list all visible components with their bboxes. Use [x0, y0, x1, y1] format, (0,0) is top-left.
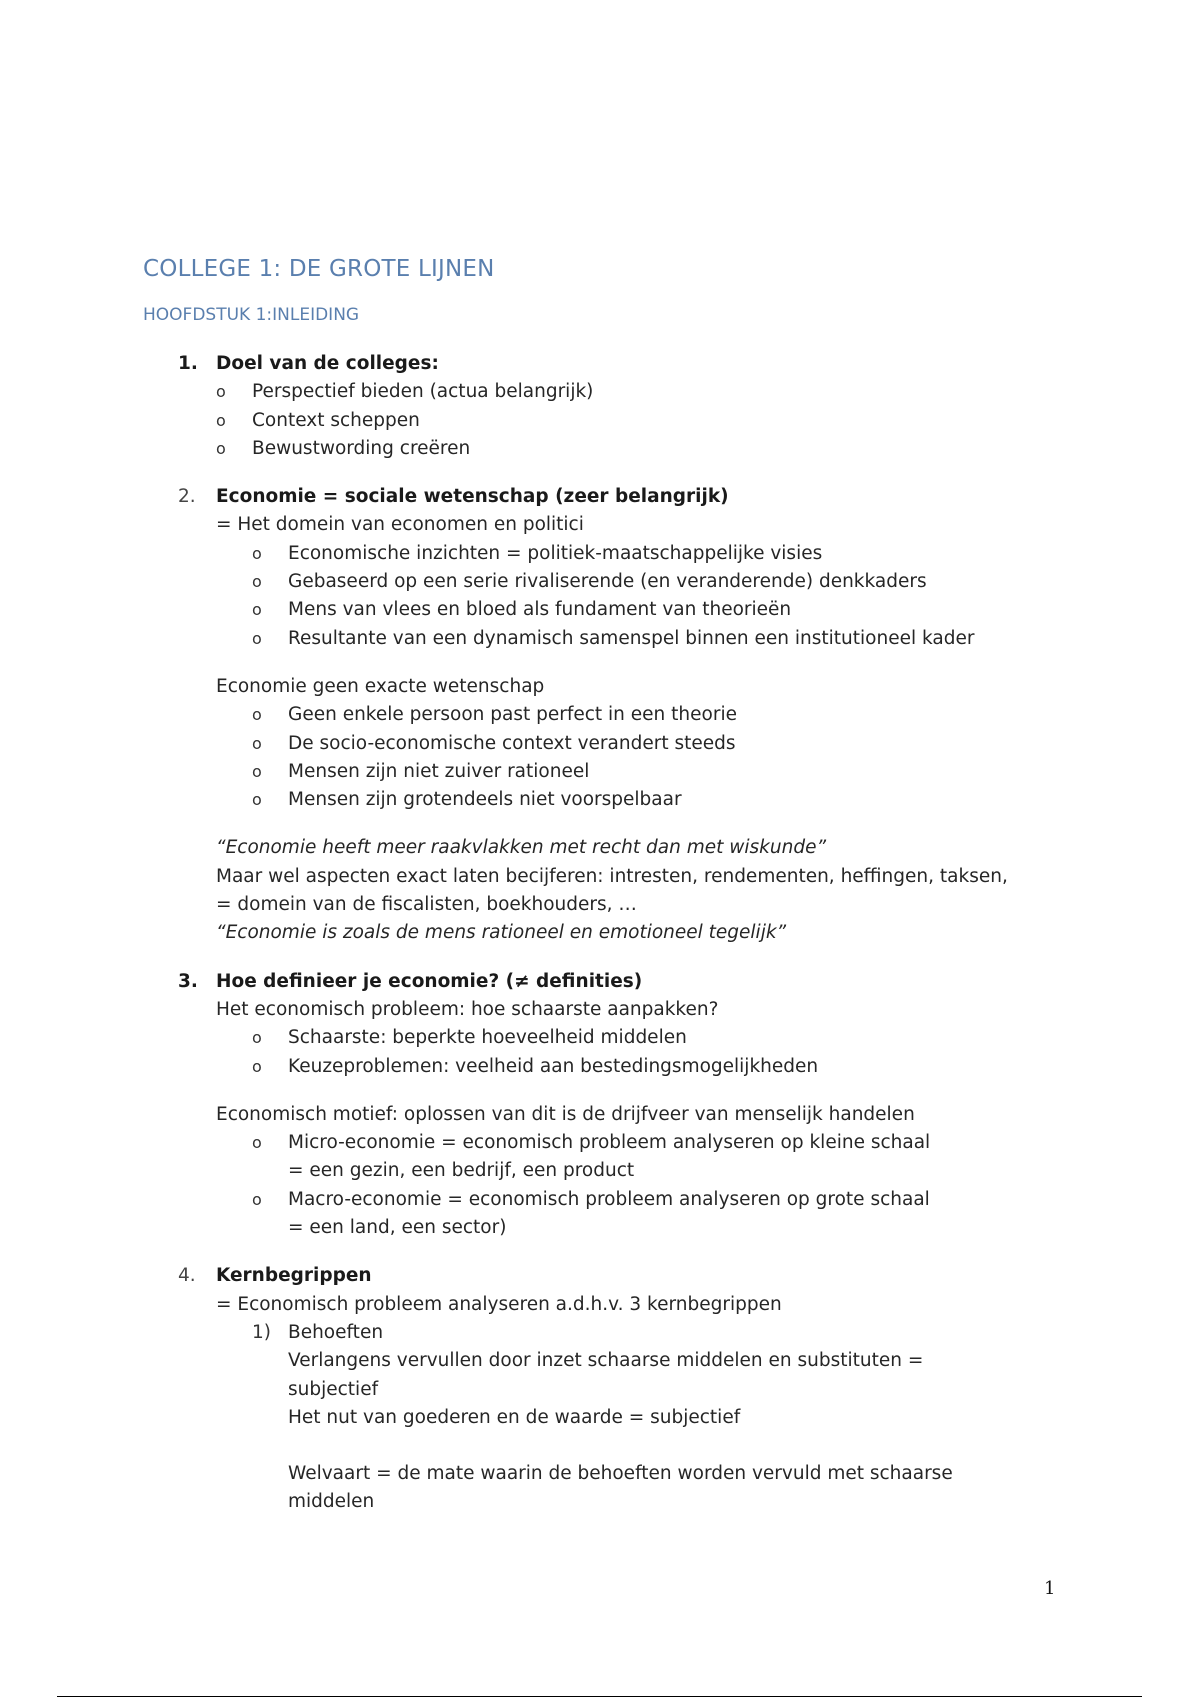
list-item-text: Context scheppen	[252, 409, 420, 431]
spacer	[0, 1081, 1200, 1101]
section-3-title: Hoe definieer je economie? (≠ definities)	[216, 970, 643, 992]
bullet-marker: o	[252, 733, 262, 753]
section-2	[0, 483, 1200, 947]
list-item-text: Welvaart = de mate waarin de behoeften worden vervuld met schaarse	[288, 1463, 953, 1485]
list-item	[0, 407, 1200, 435]
section-3-number: 3.	[178, 970, 198, 992]
list-item	[0, 1024, 1200, 1052]
list-item-text: = een gezin, een bedrijf, een product	[288, 1160, 635, 1182]
list-item	[0, 786, 1200, 814]
list-item	[0, 596, 1200, 624]
section-1-number: 1.	[178, 353, 198, 374]
section-4-number: 4.	[178, 1265, 196, 1287]
list-item-text: Gebaseerd op een serie rivaliserende (en veranderende) denkkaders	[288, 571, 927, 593]
paragraph-line: = domein van de fiscalisten, boekhouders, …	[216, 894, 637, 916]
bullet-marker: o	[252, 705, 262, 725]
section-1-title: Doel van de colleges:	[216, 353, 439, 374]
section-3-intro-2: Economisch motief: oplossen van dit is de drijfveer van menselijk handelen	[216, 1103, 915, 1125]
section-2-intro: = Het domein van economen en politici	[216, 514, 584, 536]
section-2-bullets	[0, 540, 1200, 653]
spacer	[288, 1432, 1200, 1460]
page-title: COLLEGE 1: DE GROTE LIJNEN	[143, 256, 495, 282]
list-item	[0, 540, 1200, 568]
list-item-text: Mensen zijn niet zuiver rationeel	[288, 760, 590, 782]
list-item-text: Mensen zijn grotendeels niet voorspelbaar	[288, 789, 682, 811]
list-item	[0, 1319, 1200, 1517]
section-4	[0, 1262, 1200, 1516]
list-item	[0, 730, 1200, 758]
chapter-heading: HOOFDSTUK 1:INLEIDING	[143, 305, 360, 325]
document-body	[0, 350, 1200, 1537]
list-item-text: subjectief	[288, 1378, 379, 1400]
bullet-marker: o	[216, 382, 226, 402]
bullet-marker: o	[252, 1133, 262, 1153]
bullet-marker: o	[216, 410, 226, 430]
list-item-label: Behoeften	[288, 1321, 384, 1343]
section-2-heading	[0, 483, 1200, 511]
section-1	[0, 350, 1200, 463]
list-item-text: Keuzeproblemen: veelheid aan bestedingsmogelijkheden	[288, 1055, 819, 1077]
bullet-marker: o	[252, 543, 262, 563]
list-item	[0, 568, 1200, 596]
spacer	[0, 814, 1200, 834]
list-item-text: Perspectief bieden (actua belangrijk)	[252, 381, 594, 403]
list-item-text: Schaarste: beperkte hoeveelheid middelen	[288, 1027, 687, 1049]
list-item-text: De socio-economische context verandert steeds	[288, 732, 736, 754]
list-item-text: middelen	[288, 1491, 375, 1513]
section-3	[0, 968, 1200, 1243]
footer-divider	[57, 1696, 1142, 1697]
bullet-marker: o	[252, 628, 262, 648]
spacer	[0, 653, 1200, 673]
list-item-text: Micro-economie = economisch probleem analyseren op kleine schaal	[288, 1132, 931, 1154]
bullet-marker: o	[252, 1056, 262, 1076]
bullet-marker: o	[216, 438, 226, 458]
section-4-title: Kernbegrippen	[216, 1265, 372, 1287]
bullet-marker: o	[252, 1028, 262, 1048]
list-item	[0, 378, 1200, 406]
list-item	[0, 1053, 1200, 1081]
list-item-text: Resultante van een dynamisch samenspel binnen een institutioneel kader	[288, 627, 975, 649]
bullet-marker: o	[252, 790, 262, 810]
list-item-text: Het nut van goederen en de waarde = subjectief	[288, 1406, 741, 1428]
section-3-intro: Het economisch probleem: hoe schaarste aanpakken?	[216, 998, 719, 1020]
bullet-marker: o	[252, 761, 262, 781]
section-2-number: 2.	[178, 486, 196, 508]
list-item	[0, 1186, 1200, 1243]
list-item-text: = een land, een sector)	[288, 1217, 507, 1239]
list-item-text: Verlangens vervullen door inzet schaarse middelen en substituten =	[288, 1350, 924, 1372]
paragraph-line: Maar wel aspecten exact laten becijferen: intresten, rendementen, heffingen, taksen,	[216, 865, 1008, 887]
list-item	[0, 435, 1200, 463]
section-2-title: Economie = sociale wetenschap (zeer belangrijk)	[216, 486, 729, 508]
list-item	[0, 701, 1200, 729]
section-4-heading	[0, 1262, 1200, 1290]
quote-2: “Economie is zoals de mens rationeel en emotioneel tegelijk”	[216, 922, 787, 944]
list-item-text: Bewustwording creëren	[252, 437, 471, 459]
list-number: 1)	[252, 1321, 271, 1343]
bullet-marker: o	[252, 572, 262, 592]
section-1-heading	[0, 350, 1200, 378]
section-3-heading	[0, 968, 1200, 996]
list-item-text: Economische inzichten = politiek-maatschappelijke visies	[288, 542, 823, 564]
section-2-bullets-2	[0, 701, 1200, 814]
section-2-intro-2: Economie geen exacte wetenschap	[216, 675, 545, 697]
list-item-text: Geen enkele persoon past perfect in een theorie	[288, 704, 737, 726]
list-item	[0, 1129, 1200, 1186]
list-item-text: Mens van vlees en bloed als fundament van theorieën	[288, 599, 792, 621]
bullet-marker: o	[252, 600, 262, 620]
bullet-marker: o	[252, 1189, 262, 1209]
section-3-bullets-2	[0, 1129, 1200, 1242]
page-number: 1	[1044, 1578, 1056, 1599]
quote-1: “Economie heeft meer raakvlakken met recht dan met wiskunde”	[216, 837, 827, 859]
list-item	[0, 758, 1200, 786]
list-item-text: Macro-economie = economisch probleem analyseren op grote schaal	[288, 1188, 930, 1210]
section-3-bullets	[0, 1024, 1200, 1081]
section-4-numbered-list	[0, 1319, 1200, 1517]
section-4-intro: = Economisch probleem analyseren a.d.h.v. 3 kernbegrippen	[216, 1293, 782, 1315]
list-item	[0, 625, 1200, 653]
section-1-bullets	[0, 378, 1200, 463]
